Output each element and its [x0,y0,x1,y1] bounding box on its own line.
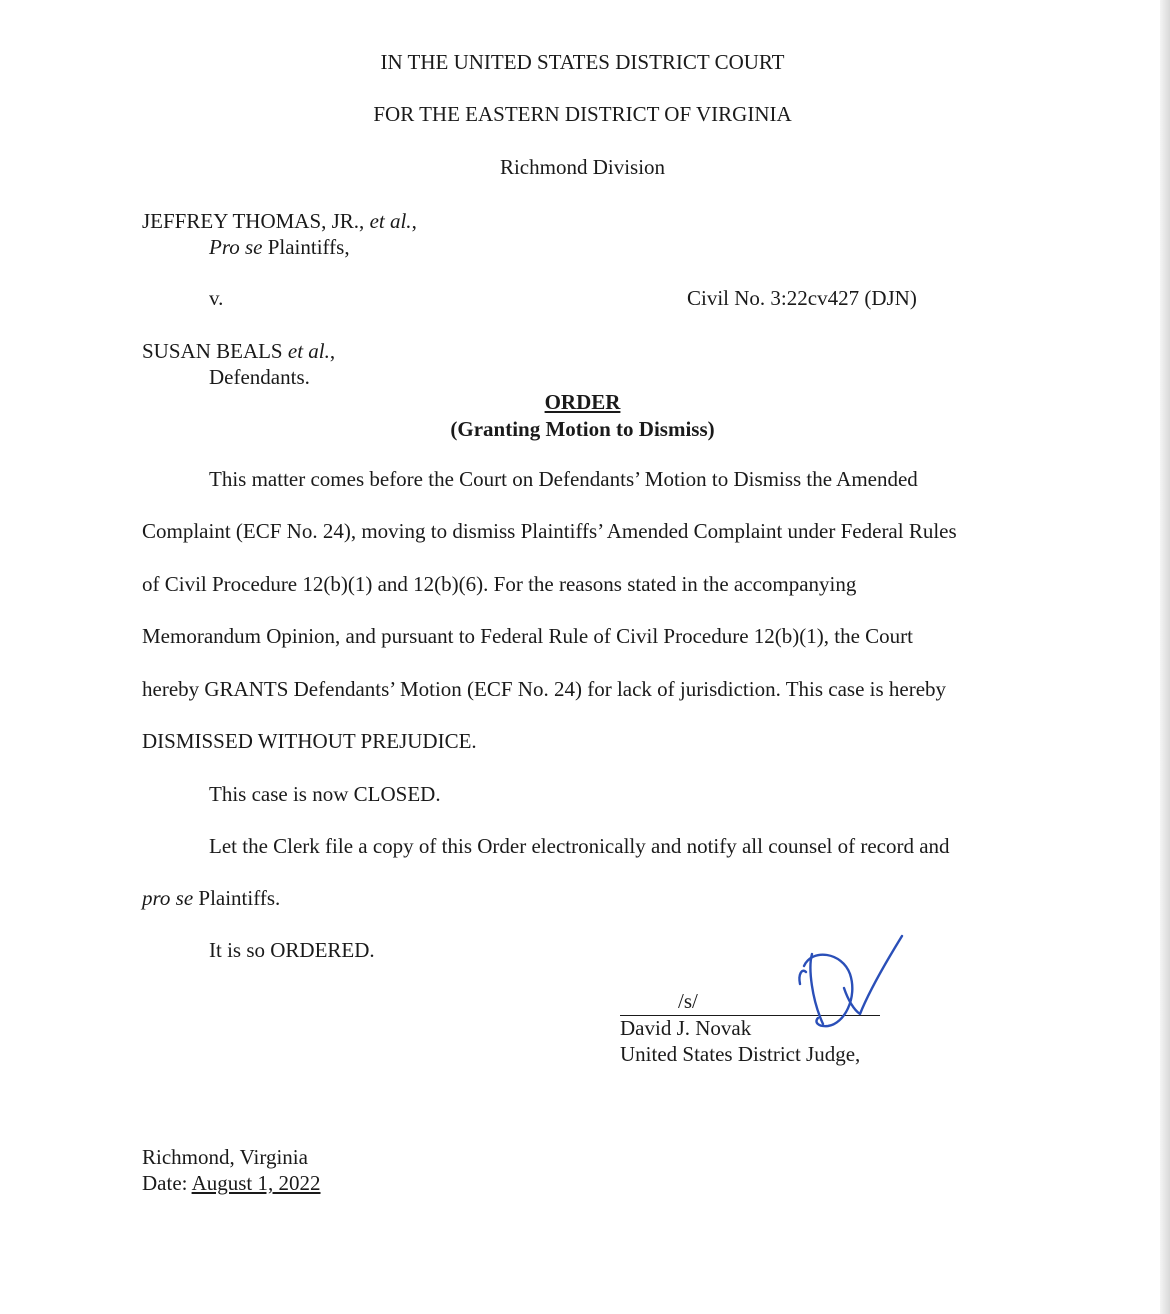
defendant-role: Defendants. [209,365,310,389]
signature-mark: /s/ [678,989,698,1013]
civil-case-number: Civil No. 3:22cv427 (DJN) [687,286,917,310]
versus: v. [209,286,224,310]
body-paragraph-1-line-4: Memorandum Opinion, and pursuant to Federal Rule of Civil Procedure 12(b)(1), the Court [142,624,914,648]
body-paragraph-1-line-6: DISMISSED WITHOUT PREJUDICE. [142,729,477,753]
order-subtitle: (Granting Motion to Dismiss) [450,417,715,441]
order-title: ORDER [544,390,621,414]
body-paragraph-3-line-2: pro se Plaintiffs. [142,886,281,910]
court-division: Richmond Division [499,155,666,179]
footer-place: Richmond, Virginia [142,1145,308,1169]
footer-date: Date: August 1, 2022 [142,1171,321,1195]
court-heading-line1: IN THE UNITED STATES DISTRICT COURT [380,50,785,74]
body-paragraph-2: This case is now CLOSED. [209,782,441,806]
plaintiff-role: Pro se Plaintiffs, [209,235,350,259]
body-paragraph-4: It is so ORDERED. [209,938,375,962]
judge-title: United States District Judge, [620,1042,861,1066]
body-paragraph-3-line-1: Let the Clerk file a copy of this Order electronically and notify all counsel of record and [209,834,950,858]
page-edge-shadow [1160,0,1170,1314]
body-paragraph-1-line-3: of Civil Procedure 12(b)(1) and 12(b)(6). For the reasons stated in the accompanying [142,572,857,596]
judge-name: David J. Novak [620,1016,752,1040]
defendant-name: SUSAN BEALS et al., [142,339,336,363]
handwritten-signature-icon [790,928,910,1038]
body-paragraph-1-line-1: This matter comes before the Court on Defendants’ Motion to Dismiss the Amended [209,467,918,491]
body-paragraph-1-line-5: hereby GRANTS Defendants’ Motion (ECF No. 24) for lack of jurisdiction. This case is hereby [142,677,947,701]
plaintiff-name: JEFFREY THOMAS, JR., et al., [142,209,417,233]
date-value: August 1, 2022 [191,1171,321,1195]
body-paragraph-1-line-2: Complaint (ECF No. 24), moving to dismiss Plaintiffs’ Amended Complaint under Federal Rules [142,519,957,543]
court-heading-line2: FOR THE EASTERN DISTRICT OF VIRGINIA [373,102,792,126]
